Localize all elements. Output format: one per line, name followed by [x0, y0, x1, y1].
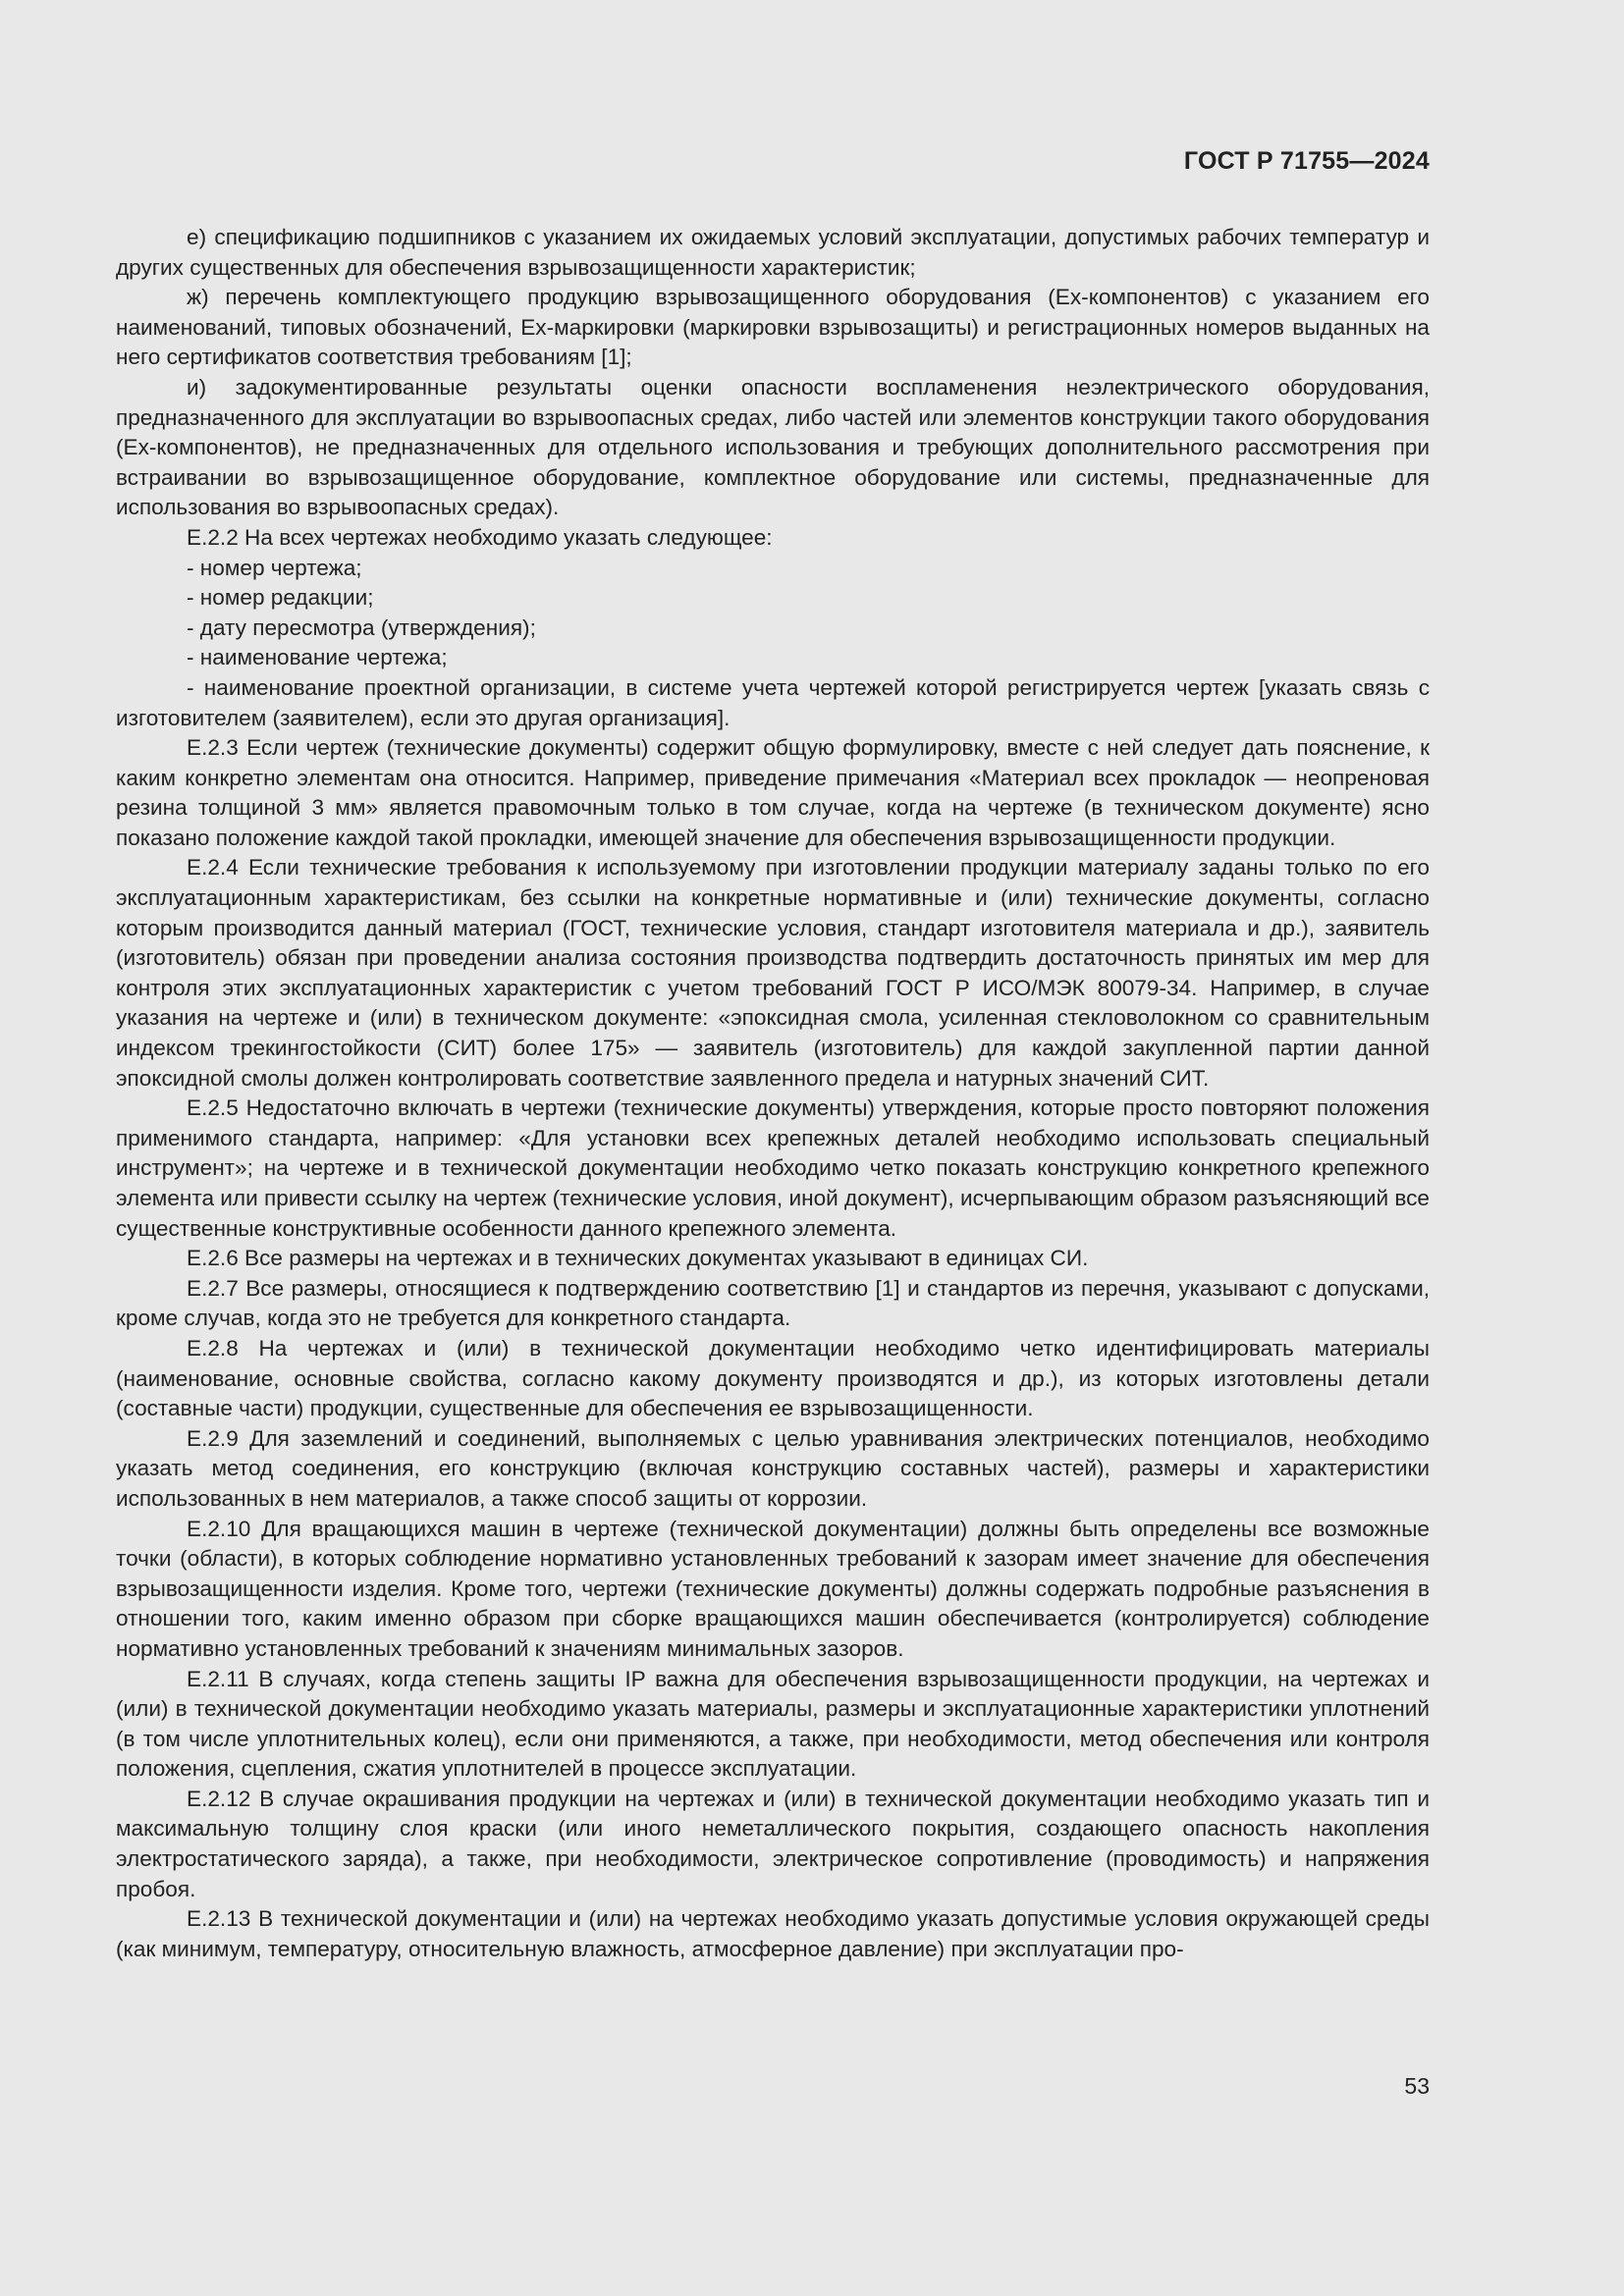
paragraph-e-2-6: Е.2.6 Все размеры на чертежах и в технических документах указывают в единицах СИ. — [187, 1246, 1089, 1271]
paragraph-e-2-4: Е.2.4 Если технические требования к используемому при изготовлении продукции материалу заданы только по его эксплуатационным характеристикам, без ссылки на конкретные нормативные и (или) технические документы, согласно которым производится данный материал (ГОСТ, технические условия, стандарт изготовителя материала и др.), заявитель (изготовитель) обязан при проведении анализа состояния производства подтвердить достаточность принятых им мер для контроля этих эксплуатационных характеристик с учетом требований ГОСТ Р ИСО/МЭК 80079-34. Например, в случае указания на чертеже и (или) в техническом документе: «эпоксидная смола, усиленная стекловолокном со сравнительным индексом трекингостойкости (СИТ) более 175» — заявитель (изготовитель) для каждой закупленной партии данной эпоксидной смолы должен контролировать соответствие заявленного предела и натурных значений СИТ. — [116, 855, 1430, 1091]
paragraph-e-2-3: Е.2.3 Если чертеж (технические документы) содержит общую формулировку, вместе с ней следует дать пояснение, к каким конкретно элементам она относится. Например, приведение примечания «Материал всех прокладок — неопреновая резина толщиной 3 мм» является правомочным только в том случае, когда на чертеже (в техническом документе) ясно показано положение каждой такой прокладки, имеющей значение для обеспечения взрывозащищенности продукции. — [116, 735, 1430, 850]
paragraph-e-2-12: Е.2.12 В случае окрашивания продукции на чертежах и (или) в технической документации необходимо указать тип и максимальную толщину слоя краски (или иного неметаллического покрытия, создающего опасность накопления электростатического заряда), а также, при необходимости, электрическое сопротивление (проводимость) и напряжения пробоя. — [116, 1786, 1430, 1901]
document-body — [116, 223, 1430, 1964]
paragraph-e-2-8: Е.2.8 На чертежах и (или) в технической документации необходимо четко идентифицировать материалы (наименование, основные свойства, согласно какому документу производятся и др.), из которых изготовлены детали (составные части) продукции, существенные для обеспечения ее взрывозащищенности. — [116, 1335, 1430, 1421]
list-item: - наименование проектной организации, в системе учета чертежей которой регистрируется чертеж [указать связь с изготовителем (заявителем), если это другая организация]. — [116, 674, 1430, 730]
list-item: - номер чертежа; — [187, 555, 362, 580]
paragraph-e-2-11: Е.2.11 В случаях, когда степень защиты IP важна для обеспечения взрывозащищенности продукции, на чертежах и (или) в технической документации необходимо указать материалы, размеры и эксплуатационные характеристики уплотнений (в том числе уплотнительных колец), если они применяются, а также, при необходимости, метод обеспечения или контроля положения, сцепления, сжатия уплотнителей в процессе эксплуатации. — [116, 1666, 1430, 1782]
document-header: ГОСТ Р 71755—2024 — [1183, 147, 1430, 175]
paragraph-e-2-10: Е.2.10 Для вращающихся машин в чертеже (технической документации) должны быть определены все возможные точки (области), в которых соблюдение нормативно установленных требований к зазорам имеет значение для обеспечения взрывозащищенности изделия. Кроме того, чертежи (технические документы) должны содержать подробные разъяснения в отношении того, каким именно образом при сборке вращающихся машин обеспечивается (контролируется) соблюдение нормативно установленных требований к значениям минимальных зазоров. — [116, 1516, 1430, 1661]
page-number: 53 — [1404, 2073, 1430, 2099]
list-item: - наименование чертежа; — [187, 645, 448, 670]
list-item: - номер редакции; — [187, 585, 374, 611]
paragraph-item-e: е) спецификацию подшипников с указанием их ожидаемых условий эксплуатации, допустимых рабочих температур и других существенных для обеспечения взрывозащищенности характеристик; — [116, 225, 1430, 280]
list-item: - дату пересмотра (утверждения); — [187, 614, 536, 640]
paragraph-item-zh: ж) перечень комплектующего продукцию взрывозащищенного оборудования (Ex-компонентов) с указанием его наименований, типовых обозначений, Ex-маркировки (маркировки взрывозащиты) и регистрационных номеров выданных на него сертификатов соответствия требованиям [1]; — [116, 285, 1430, 370]
paragraph-e-2-5: Е.2.5 Недостаточно включать в чертежи (технические документы) утверждения, которые просто повторяют положения применимого стандарта, например: «Для установки всех крепежных деталей необходимо использовать специальный инструмент»; на чертеже и в технической документации необходимо четко показать конструкцию конкретного крепежного элемента или привести ссылку на чертеж (технические условия, иной документ), исчерпывающим образом разъясняющий все существенные конструктивные особенности данного крепежного элемента. — [116, 1095, 1430, 1241]
paragraph-e-2-13: Е.2.13 В технической документации и (или) на чертежах необходимо указать допустимые условия окружающей среды (как минимум, температуру, относительную влажность, атмосферное давление) при эксплуатации про- — [116, 1906, 1430, 1961]
paragraph-item-i: и) задокументированные результаты оценки опасности воспламенения неэлектрического оборудования, предназначенного для эксплуатации во взрывоопасных средах, либо частей или элементов конструкции такого оборудования (Ex-компонентов), не предназначенных для отдельного использования и требующих дополнительного рассмотрения при встраивании во взрывозащищенное оборудование, комплектное оборудование или системы, предназначенные для использования во взрывоопасных средах). — [116, 374, 1430, 520]
paragraph-e-2-7: Е.2.7 Все размеры, относящиеся к подтверждению соответствию [1] и стандартов из перечня, указывают с допусками, кроме случав, когда это не требуется для конкретного стандарта. — [116, 1275, 1430, 1331]
paragraph-e-2-2: Е.2.2 На всех чертежах необходимо указать следующее: — [187, 524, 773, 550]
paragraph-e-2-9: Е.2.9 Для заземлений и соединений, выполняемых с целью уравнивания электрических потенциалов, необходимо указать метод соединения, его конструкцию (включая конструкцию составных частей), размеры и характеристики использованных в нем материалов, а также способ защиты от коррозии. — [116, 1425, 1430, 1511]
